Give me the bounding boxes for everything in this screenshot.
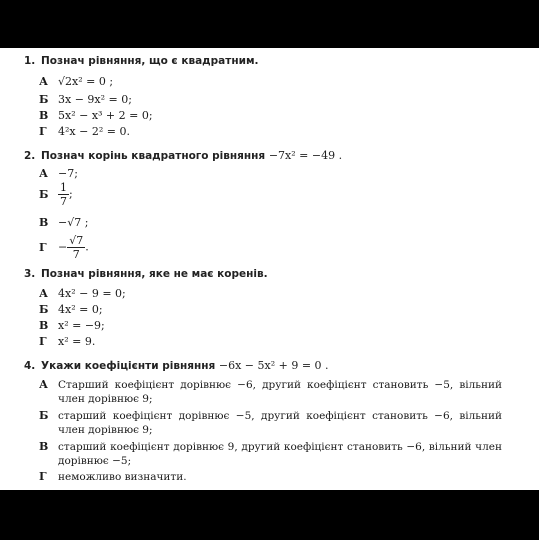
option-letter: В [39,216,49,229]
q2-option-v [39,216,88,229]
question-text: Познач рівняння, яке не має коренів. [41,268,268,280]
fraction [58,181,69,208]
fraction-numerator: 1 [60,181,67,194]
option-tail: . [85,240,89,254]
question-number: 3. [24,268,36,280]
q2-option-a [39,167,78,180]
q1-option-g [39,125,130,138]
question-text: Укажи коефіцієнти рівняння [41,360,216,372]
option-letter: А [39,167,48,180]
q4-option-v-letter: В [39,440,49,453]
question-equation: −7x² = −49 . [268,149,343,162]
option-text: 3x − 9x² = 0; [58,93,132,106]
q4-option-b-letter: Б [39,409,49,422]
q1-option-b [39,93,132,106]
fraction [67,234,85,261]
question-equation: −6x − 5x² + 9 = 0 . [218,359,329,372]
option-text: −7; [58,167,78,180]
question-text: Познач рівняння, що є квадратним. [41,55,259,67]
question-number: 1. [24,55,36,67]
option-letter: В [39,109,49,122]
option-letter: Г [39,240,47,254]
option-text: x² = −9; [58,319,105,332]
worksheet-page [0,48,539,490]
q2-option-b [39,181,73,208]
q3-option-g [39,335,95,348]
option-text: 4x² = 0; [58,303,103,316]
q1-option-a [39,75,113,88]
q2-option-g [39,234,89,261]
question-2 [24,149,342,162]
q4-option-v-text: старший коефіцієнт дорівнює 9, другий коефіцієнт становить −6, вільний член дорівнює −5; [58,441,502,467]
fraction-denominator: 7 [72,248,80,261]
option-letter: Б [39,93,49,106]
question-4 [24,359,329,372]
option-text: x² = 9. [58,335,96,348]
option-text: 4x² − 9 = 0; [58,287,126,300]
fraction-denominator: 7 [60,195,67,208]
question-1 [24,55,259,67]
question-number: 4. [24,360,36,372]
option-letter: Б [39,187,49,201]
question-number: 2. [24,150,36,162]
q3-option-v [39,319,105,332]
option-text: 5x² − x³ + 2 = 0; [58,109,153,122]
option-tail: ; [69,187,73,201]
option-text: −√7 ; [58,216,89,229]
option-letter: Б [39,303,49,316]
q4-option-a-letter: А [39,378,48,391]
option-text: √2x² = 0 ; [58,75,114,88]
q3-option-b [39,303,103,316]
question-text: Познач корінь квадратного рівняння [41,150,266,162]
option-text: 4²x − 2² = 0. [58,125,130,138]
question-3 [24,268,268,280]
option-letter: А [39,75,48,88]
q4-option-g-text: неможливо визначити. [58,471,187,483]
q4-option-a-text: Старший коефіцієнт дорівнює −6, другий коефіцієнт становить −5, вільний член дорівнює 9; [58,379,502,405]
option-letter: Г [39,125,47,138]
q4-option-g-letter: Г [39,470,47,483]
option-letter: А [39,287,48,300]
option-letter: Г [39,335,47,348]
q1-option-v [39,109,153,122]
option-prefix: − [58,240,68,254]
q4-option-b-text: старший коефіцієнт дорівнює −5, другий коефіцієнт становить −6, вільний член дорівнює 9; [58,410,502,436]
q3-option-a [39,287,126,300]
fraction-numerator: √7 [69,234,84,247]
option-letter: В [39,319,49,332]
